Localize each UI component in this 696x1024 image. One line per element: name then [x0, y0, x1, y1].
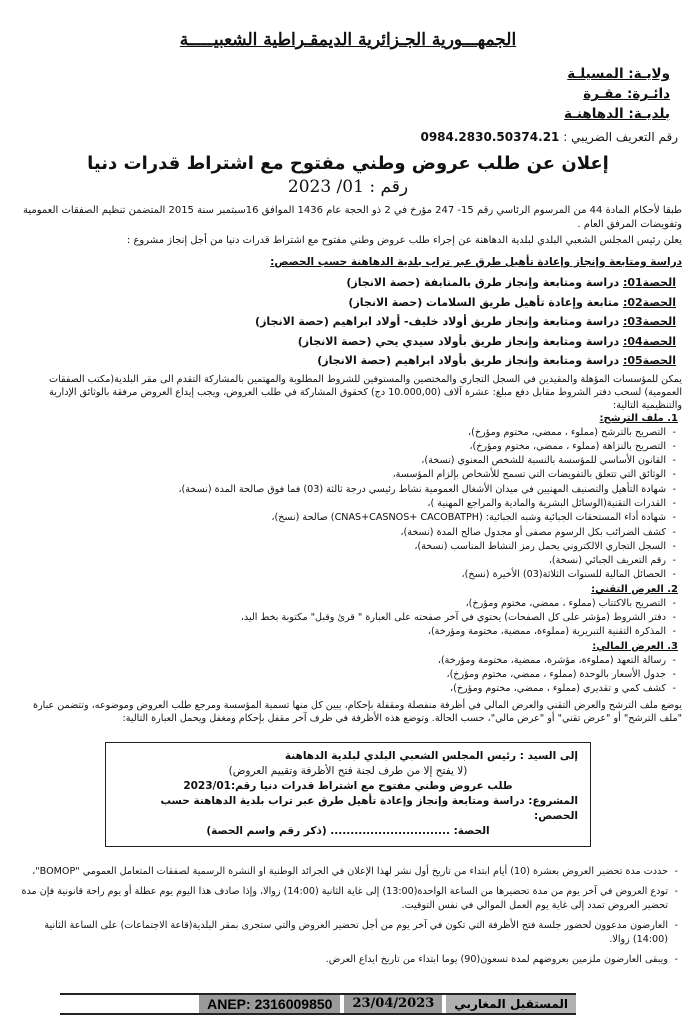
tax-id-value: 0984.2830.50374.21 — [420, 130, 560, 144]
administrative-header — [14, 64, 682, 124]
technical-section-title: 2. العرض التقني: — [591, 583, 678, 595]
tax-id-line — [14, 128, 682, 146]
lot-item: الحصة04: دراسة ومتابعة وإنجاز طريق بأولاد سيدي يحي (حصة الانجاز) — [297, 334, 676, 348]
financial-section-title: 3. العرض المالي: — [592, 640, 678, 652]
list-item: - جدول الأسعار بالوحدة (مملوء ، ممضي، مختوم ومؤرخ)، — [14, 668, 666, 682]
daira-label: دائـرة: مقـرة — [583, 86, 670, 102]
list-item: - حددت مدة تحضير العروض بعشرة (10) أيام ابتداء من تاريخ أول نشر لهذا الإعلان في الجرائد الوطنية او النشرة الرسمية لصفقات المتعامل العمومي "BOMOP"، — [14, 865, 668, 879]
list-item: - القدرات التقنية(الوسائل البشرية والمادية والمراجع المهنية )، — [14, 497, 666, 511]
lot-item: الحصة05: دراسة ومتابعة وإنجاز طريق بأولاد ابراهيم (حصة الانجاز) — [317, 354, 676, 367]
legal-basis: طبقا لأحكام المادة 44 من المرسوم الرئاسي رقم 15- 247 مؤرخ في 2 ذو الحجة عام 1436 الموافق 16سبتمبر سنة 2015 المتضمن تنظيم الصفقات العمومية وتفويضات المرفق العام . — [22, 205, 682, 230]
list-item: - الوثائق التي تتعلق بالتفويضات التي تسمح للأشخاص بإلزام المؤسسة، — [14, 468, 666, 482]
notes-list — [14, 865, 682, 967]
wilaya-label: ولايـة: المسيلـة — [567, 66, 670, 82]
list-item: - التصريح بالترشح (مملوء ، ممضي، مختوم ومؤرخ)، — [14, 426, 666, 440]
announcement-title: إعلان عن طلب عروض وطني مفتوح مع اشتراط قدرات دنيا — [87, 153, 609, 174]
list-item: - الحصائل المالية للسنوات الثلاثة(03) الأخيرة (نسخ)، — [14, 568, 666, 582]
list-item: - التصريح بالنزاهة (مملوء ، ممضي، مختوم ومؤرخ)، — [14, 440, 666, 454]
project-title: دراسة ومتابعة وإنجاز وإعادة تأهيل طرق عبر تراب بلدية الدهاهنة حسب الحصص: — [270, 256, 682, 268]
list-item: - شهادة التأهيل والتصنيف المهنيين في ميدان الأشغال العمومية نشاط رئيسي درجة ثالثة (03) فما فوق صالحة المدة (نسخة)، — [14, 483, 666, 497]
newspaper-name: المستقبل المغاربي — [446, 995, 576, 1013]
list-item: - شهادة أداء المستحقات الجبائية وشبه الجبائية: (CNAS+CASNOS+ CACOBATPH) صالحة (نسخ)، — [14, 511, 666, 525]
envelope-recipient: إلى السيد : رئيس المجلس الشعبي البلدي لبلدية الدهاهنة — [284, 749, 578, 762]
list-item: - دفتر الشروط (مؤشر على كل الصفحات) يحتوي في آخر صفحته على العبارة " قرئ وقبل" مكتوبة بخط اليد، — [14, 611, 666, 625]
candidature-documents — [14, 426, 682, 583]
baladiya-label: بلديـة: الدهاهنـة — [564, 106, 670, 122]
list-item: - التصريح بالاكتتاب (مملوء ، ممضي، مختوم ومؤرخ)، — [14, 597, 666, 611]
list-item: - تودع العروض في آخر يوم من مدة تحضيرها من الساعة الواحدة(13:00) إلى غاية الثانية (14:00) زوالا، وإذا صادف هذا اليوم يوم عطلة أو يوم راحة قانونية فإن مدة تحضير العروض تمدد إلى غاية يوم العمل الموالي في نفس التوقيت. — [14, 885, 668, 913]
republic-heading: الجمهـــورية الجـزائرية الديمقـراطية الشعبيـــــة — [179, 30, 517, 50]
list-item: - كشف الضرائب بكل الرسوم مصفى أو مجدول صالح المدة (نسخة)، — [14, 526, 666, 540]
technical-documents — [14, 597, 682, 640]
list-item: - ويبقى العارضون ملزمين بعروضهم لمدة تسعون(90) يوما ابتداء من تاريخ ايداع العرض. — [14, 953, 668, 967]
envelope-tender-ref: طلب عروض وطني مفتوح مع اشتراط قدرات دنيا رقم:2023/01 — [183, 779, 513, 792]
envelope-lot: الحصة: .............................. (ذكر رقم واسم الحصة) — [206, 824, 490, 837]
envelope-project: المشروع: دراسة ومتابعة وإنجاز وإعادة تأهيل طرق عبر تراب بلدية الدهاهنة حسب الحصص: — [160, 794, 578, 822]
financial-documents — [14, 654, 682, 697]
list-item: - كشف كمي و تقديري (مملوء ، ممضي، مختوم ومؤرخ)، — [14, 682, 666, 696]
lot-item: الحصة03: دراسة ومتابعة وإنجاز طريق أولاد خليف- أولاد ابراهيم (حصة الانجاز) — [255, 315, 676, 328]
publication-footer — [60, 993, 576, 1015]
list-item: - رقم التعريف الجبائي (نسخة)، — [14, 554, 666, 568]
list-item: - القانون الأساسي للمؤسسة بالنسبة للشخص المعنوي (نسخة)، — [14, 454, 666, 468]
envelope-label-box — [105, 742, 591, 847]
announcement-number: رقم : 01/ 2023 — [287, 177, 409, 197]
lot-item: الحصة01: دراسة ومتابعة وإنجاز طرق بالمنابفة (حصة الانجاز) — [346, 276, 676, 289]
envelope-instructions: يوضع ملف الترشح والعرض التقني والعرض المالي في أظرفة منفصلة ومقفلة بإحكام، يبين كل منها تسمية المؤسسة ومرجع طلب العروض وموضوعه، وتتضمن عبارة "ملف الترشح" أو "عرض تقني" أو "عرض مالي"، حسب الحالة. وتوضع هذه الأظرفة في ظرف آخر مقفل بإحكام ومغفل ويحمل العبارة التالية: — [33, 699, 682, 725]
candidature-section-title: 1. ملف الترشح: — [599, 412, 678, 424]
list-item: - العارضون مدعوون لحضور جلسة فتح الأظرفة التي تكون في آخر يوم من أجل تحضير العروض والتي ستجرى بمقر البلدية(قاعة الاجتماعات) على الساعة الثانية (14:00) زوالا. — [14, 919, 668, 947]
list-item: - المذكرة التقنية التبريرية (مملوءة، ممضية، مختومة ومؤرخة)، — [14, 625, 666, 639]
list-item: - السجل التجاري الالكتروني يحمل رمز النشاط المناسب (نسخة)، — [14, 540, 666, 554]
publication-date: 23/04/2023 — [344, 995, 442, 1013]
anep-reference: ANEP: 2316009850 — [199, 995, 340, 1013]
tax-id-label: رقم التعريف الضريبي : — [563, 130, 678, 144]
envelope-do-not-open: (لا يفتح إلا من طرف لجنة فتح الأظرفة وتقييم العروض) — [228, 764, 468, 777]
participation-conditions: يمكن للمؤسسات المؤهلة والمقيدين في السجل التجاري والمختصين والمستوفين للشروط المطلوبة والمهتمين بالمشاركة التقدم الى مقر البلدية(مكتب الصفقات العمومية) لسحب دفتر الشروط مقابل دفع مبلغ: عشرة آلاف (10.000,00 دج) كحقوق المشاركة في طلب العروض، ويجب إيداع العروض مرفقة بالوثائق الإدارية والتنظيمية التالية: — [49, 373, 682, 411]
lots-list — [14, 273, 682, 371]
list-item: - رسالة التعهد (مملوءة، مؤشرة، ممضية، مختومة ومؤرخة)، — [14, 654, 666, 668]
lot-item: الحصة02: متابعة وإعادة تأهيل طريق السلامات (حصة الانجاز) — [348, 295, 676, 309]
announcement-intro: يعلن رئيس المجلس الشعبي البلدي لبلدية الدهاهنة عن إجراء طلب عروض وطني مفتوح مع اشتراط قدرات دنيا من أجل إنجاز مشروع : — [126, 235, 682, 246]
